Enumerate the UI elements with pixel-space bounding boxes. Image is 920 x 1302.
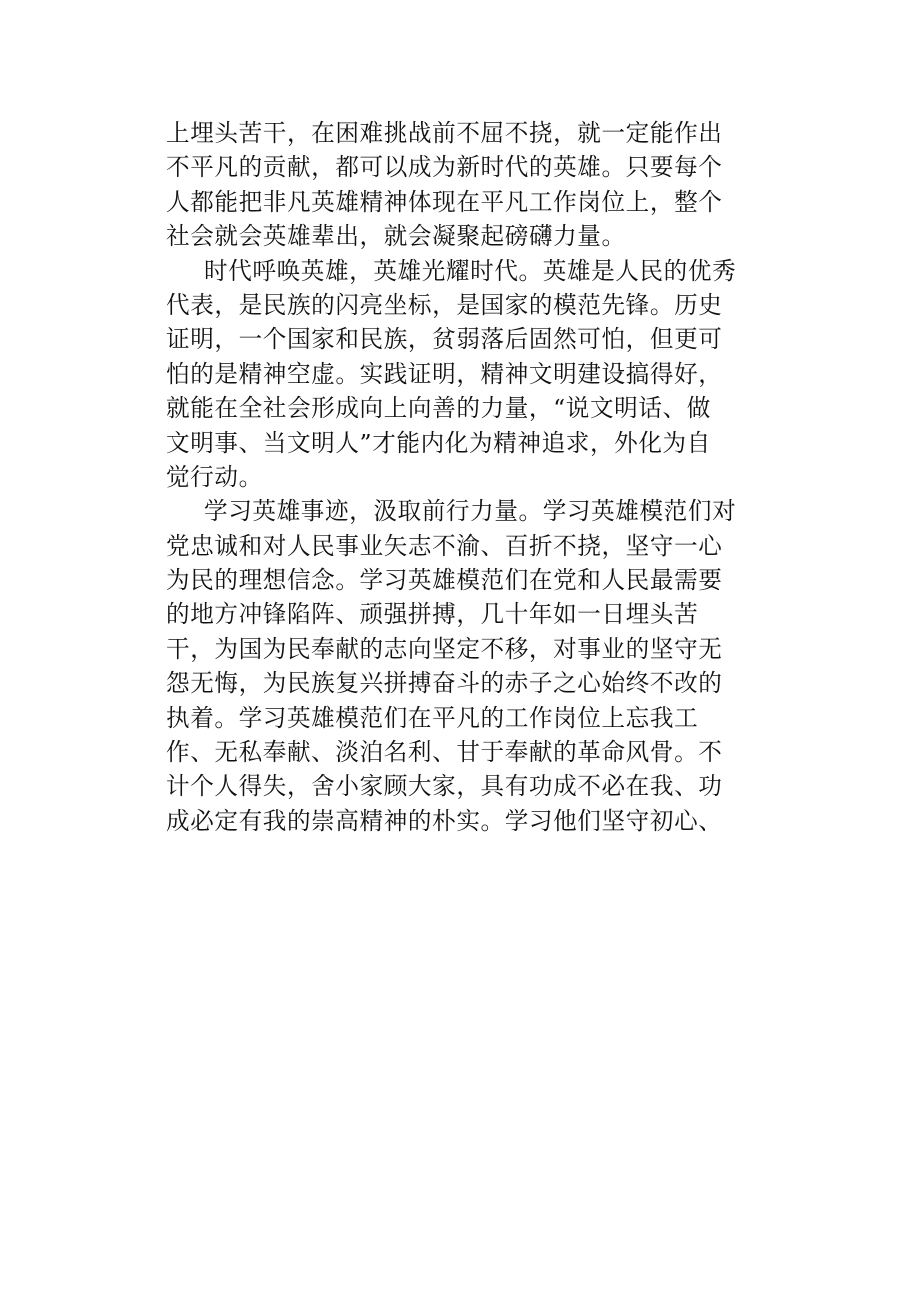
text-line: 社会就会英雄辈出，就会凝聚起磅礴力量。 [166, 222, 626, 251]
text-line: 时代呼唤英雄，英雄光耀时代。英雄是人民的优秀 [204, 256, 737, 285]
text-line: 作、无私奉献、淡泊名利、甘于奉献的革命风骨。不 [166, 738, 723, 767]
paragraph [166, 494, 746, 838]
document-body [166, 116, 746, 838]
text-line: 怨无悔，为民族复兴拼搏奋斗的赤子之心始终不改的 [166, 669, 723, 698]
text-line: 不平凡的贡献，都可以成为新时代的英雄。只要每个 [166, 153, 723, 182]
text-line: 计个人得失，舍小家顾大家，具有功成不必在我、功 [166, 772, 723, 801]
text-line: 上埋头苦干，在困难挑战前不屈不挠，就一定能作出 [166, 119, 723, 147]
text-line: 怕的是精神空虚。实践证明，精神文明建设搞得好， [166, 359, 723, 388]
text-line: 觉行动。 [166, 462, 263, 491]
text-line: 的地方冲锋陷阵、顽强拼搏，几十年如一日埋头苦 [166, 600, 699, 629]
text-line: 为民的理想信念。学习英雄模范们在党和人民最需要 [166, 566, 723, 595]
paragraph [166, 254, 746, 495]
text-line: 人都能把非凡英雄精神体现在平凡工作岗位上，整个 [166, 187, 723, 216]
text-line: 学习英雄事迹，汲取前行力量。学习英雄模范们对 [204, 497, 737, 526]
text-line: 文明事、当文明人”才能内化为精神追求，外化为自 [166, 428, 711, 457]
text-line: 执着。学习英雄模范们在平凡的工作岗位上忘我工 [166, 703, 699, 732]
text-line: 成必定有我的崇高精神的朴实。学习他们坚守初心、 [166, 806, 723, 835]
text-line: 干，为国为民奉献的志向坚定不移，对事业的坚守无 [166, 634, 723, 663]
text-line: 代表，是民族的闪亮坐标，是国家的模范先锋。历史 [166, 290, 723, 319]
text-line: 党忠诚和对人民事业矢志不渝、百折不挠，坚守一心 [166, 531, 723, 560]
text-line: 就能在全社会形成向上向善的力量，“说文明话、做 [166, 394, 711, 423]
paragraph [166, 116, 746, 254]
text-line: 证明，一个国家和民族，贫弱落后固然可怕，但更可 [166, 325, 723, 354]
